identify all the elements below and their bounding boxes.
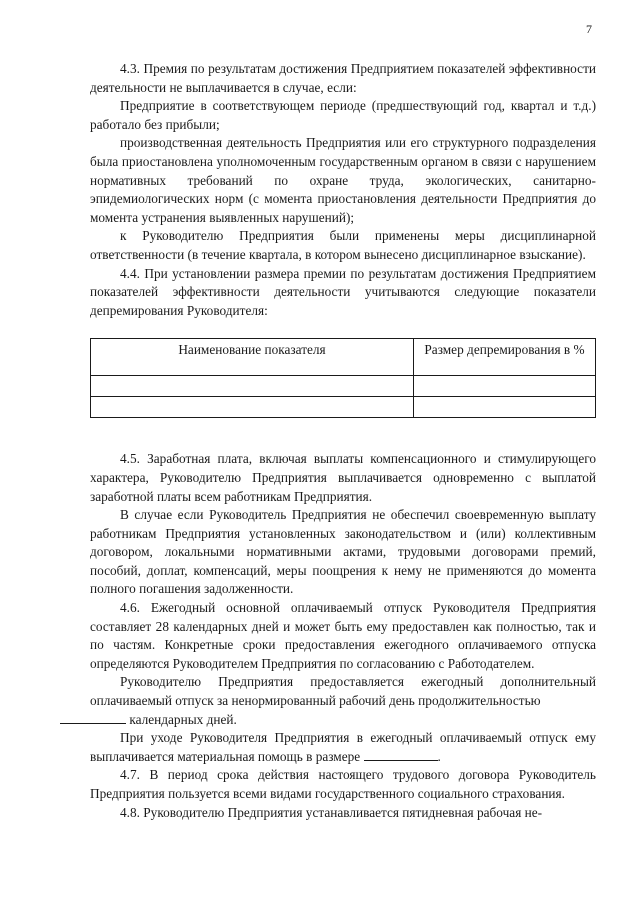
paragraph-4-4: 4.4. При установлении размера премии по результатам достижения Предприятием показателей эффективности деятельности учитываются следующие показатели депремирования Руководителя: [90,265,596,318]
material-aid-blank [364,748,438,761]
extra-leave-suffix: календарных дней. [129,711,237,727]
paragraph-material-aid [90,729,596,766]
column-header-indicator: Наименование показателя [91,339,414,376]
table-cell [414,397,596,418]
table-cell [91,397,414,418]
depremium-table [90,338,596,418]
paragraph-4-6: 4.6. Ежегодный основной оплачиваемый отпуск Руководителя Предприятия составляет 28 календарных дней и может быть ему предоставлен как полностью, так и по частям. Конкретные сроки предоставления ежегодного оплачиваемого отпуска определяются Руководителем Предприятия по согласованию с Работодателем. [90,600,596,671]
table-row [91,397,596,418]
material-aid-suffix: . [437,748,441,764]
paragraph-4-7: 4.7. В период срока действия настоящего трудового договора Руководитель Предприятия пользуется всеми видами государственного социального страхования. [90,767,596,801]
paragraph-no-profit: Предприятие в соответствующем периоде (предшествующий год, квартал и т.д.) работало без прибыли; [90,98,596,132]
paragraph-extra-leave [90,673,596,729]
material-aid-text: При уходе Руководителя Предприятия в ежегодный оплачиваемый отпуск ему выплачивается материальная помощь в размере [90,730,596,764]
table-header-row [91,339,596,376]
paragraph-4-5: 4.5. Заработная плата, включая выплаты компенсационного и стимулирующего характера, Руководителю Предприятия выплачивается одновременно с выплатой заработной платы всем работникам Предприятия. [90,451,596,504]
paragraph-disciplinary: к Руководителю Предприятия были применены меры дисциплинарной ответственности (в течение квартала, в котором вынесено дисциплинарное взыскание). [90,228,596,262]
paragraph-4-8: 4.8. Руководителю Предприятия устанавливается пятидневная рабочая не- [120,804,543,820]
paragraph-4-3: 4.3. Премия по результатам достижения Предприятием показателей эффективности деятельности не выплачивается в случае, если: [90,61,596,95]
leave-days-blank [60,711,126,724]
table-cell [91,376,414,397]
paragraph-suspension: производственная деятельность Предприятия или его структурного подразделения была приостановлена уполномоченным государственным органом в связи с нарушением нормативных требований по охране труда, экологических, санитарно-эпидемиологических норм (с момента приостановления деятельности Предприятия до момента устранения выявленных нарушений); [90,135,596,225]
paragraph-arrears: В случае если Руководитель Предприятия не обеспечил своевременную выплату работникам Предприятия установленных законодательством и (или) коллективным договором, локальными нормативными актами, трудовыми договорами премий, пособий, доплат, компенсаций, меры поощрения к нему не применяются до момента полного погашения задолженности. [90,507,596,597]
document-body [90,60,596,822]
page-number: 7 [586,22,592,36]
table-row [91,376,596,397]
extra-leave-text: Руководителю Предприятия предоставляется ежегодный дополнительный оплачиваемый отпуск за ненормированный рабочий день продолжительностью [90,674,596,709]
column-header-percent: Размер депремирования в % [414,339,596,376]
table-cell [414,376,596,397]
